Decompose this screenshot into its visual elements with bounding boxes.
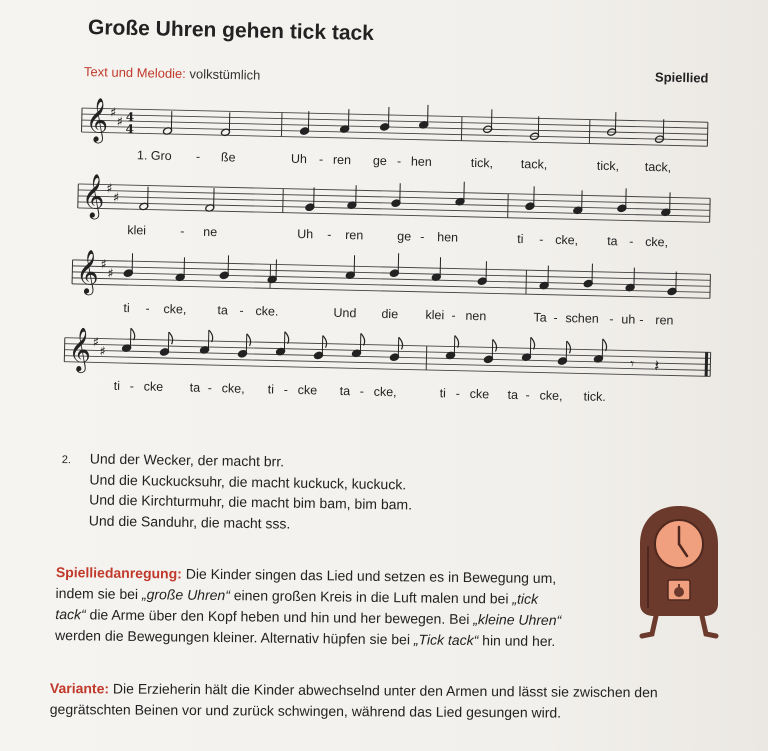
lyric-syllable: nen bbox=[465, 308, 487, 324]
lyric-syllable: ße bbox=[220, 150, 236, 165]
staff-line bbox=[82, 126, 708, 140]
verse-line: Und der Wecker, der macht brr. bbox=[89, 450, 285, 470]
final-bar-line bbox=[706, 352, 707, 376]
lyric-syllable: schen bbox=[565, 311, 599, 326]
pendulum-clock-illustration bbox=[634, 500, 724, 640]
lyric-syllable: cke bbox=[297, 383, 318, 398]
lyric-syllable: hen bbox=[410, 154, 432, 169]
lyric-syllable: ta bbox=[339, 383, 351, 399]
lyric-syllable: Ta bbox=[533, 310, 547, 325]
lyric-syllable: uh bbox=[621, 312, 636, 327]
credit-value: volkstümlich bbox=[189, 66, 261, 83]
verse-line: Und die Sanduhr, die macht sss. bbox=[88, 511, 291, 532]
lyric-syllable: ti bbox=[517, 231, 524, 247]
lyric-syllable: ren bbox=[655, 313, 674, 328]
bar-line bbox=[710, 198, 711, 222]
lyric-syllable: - bbox=[239, 303, 244, 318]
sharp-icon: ♯ bbox=[106, 181, 113, 197]
lyric-syllable: Uh bbox=[290, 151, 308, 167]
lyric-syllable: - bbox=[455, 386, 460, 401]
sharp-icon: ♯ bbox=[92, 335, 100, 351]
emphasis-text: „tick bbox=[512, 590, 539, 607]
lyric-syllable: ti bbox=[113, 378, 121, 393]
bar-line bbox=[710, 352, 711, 376]
lyric-syllable: ti bbox=[267, 382, 275, 397]
lyric-syllable: cke, bbox=[539, 388, 563, 404]
lyric-syllable: - bbox=[420, 229, 425, 244]
treble-clef-icon: 𝄞 bbox=[75, 248, 100, 294]
text-span: indem sie bei bbox=[55, 584, 143, 603]
lyric-syllable: Uh bbox=[297, 226, 314, 242]
lyric-syllable: ren bbox=[345, 228, 364, 243]
lyric-syllable: klei bbox=[425, 307, 445, 323]
staff-start-bar bbox=[78, 184, 79, 208]
bar-line bbox=[589, 120, 590, 144]
verse-2 bbox=[61, 448, 413, 536]
lyric-syllable: - bbox=[396, 154, 402, 169]
lyric-syllable: ti bbox=[439, 386, 447, 401]
treble-clef-icon: 𝄞 bbox=[68, 326, 92, 372]
variant-paragraph bbox=[50, 678, 750, 725]
time-signature: 4 bbox=[125, 110, 135, 125]
sharp-icon: ♯ bbox=[112, 190, 120, 206]
staff-line bbox=[64, 356, 710, 371]
lyric-syllable: - bbox=[145, 301, 150, 316]
sharp-icon: ♯ bbox=[99, 344, 106, 360]
lyric-syllable: cke bbox=[143, 379, 164, 394]
sharp-icon: ♯ bbox=[109, 105, 117, 121]
lyric-syllable: - bbox=[525, 388, 530, 403]
staff-start-bar bbox=[72, 260, 73, 284]
lyric-syllable: cke, bbox=[373, 384, 397, 400]
lyric-syllable: - bbox=[628, 234, 634, 249]
text-span: einen großen Kreis in die Luft malen und bei bbox=[229, 587, 513, 607]
staff-line bbox=[78, 181, 710, 198]
staff-line bbox=[72, 278, 710, 292]
bar-line bbox=[526, 270, 527, 294]
lyric-syllable: - bbox=[639, 312, 644, 327]
sharp-icon: ♯ bbox=[116, 114, 124, 130]
staff-line bbox=[72, 284, 710, 298]
lyric-syllable: - bbox=[539, 232, 544, 247]
lyric-syllable: - bbox=[283, 382, 289, 397]
emphasis-text: „Tick tack“ bbox=[413, 631, 479, 649]
bar-line bbox=[426, 346, 427, 370]
emphasis-text: „kleine Uhren“ bbox=[473, 611, 562, 629]
variant-heading: Variante: bbox=[49, 679, 110, 697]
text-span: werden die Bewegungen kleiner. Alternativ hüpfen sie bei bbox=[55, 626, 414, 648]
lyric-syllable: klei bbox=[127, 223, 147, 238]
lyric-syllable: ta bbox=[507, 387, 519, 403]
text-span: Die Kinder singen das Lied und setzen es in Bewegung um, bbox=[181, 565, 557, 587]
lyric-syllable: - bbox=[609, 312, 614, 327]
lyric-syllable: cke, bbox=[644, 234, 669, 250]
sharp-icon: ♯ bbox=[100, 257, 107, 273]
lyric-syllable: - bbox=[318, 152, 324, 167]
lyric-syllable: die bbox=[381, 306, 399, 322]
lyric-syllable: cke. bbox=[255, 304, 279, 319]
verse-line: Und die Kuckucksuhr, die macht kuckuck, kuckuck. bbox=[89, 470, 407, 492]
bar-line bbox=[710, 274, 711, 298]
paragraph-line: gegrätschten Beinen vor und zurück schwingen, während das Lied gesungen wird. bbox=[49, 700, 562, 721]
lyric-syllable: tack, bbox=[520, 157, 548, 172]
lyric-syllable: cke, bbox=[555, 232, 579, 248]
lyric-syllable: cke, bbox=[163, 301, 187, 317]
song-title: Große Uhren gehen tick tack bbox=[87, 16, 375, 45]
eighth-rest-icon: 𝄾 bbox=[630, 356, 635, 373]
lyric-syllable: tack, bbox=[644, 159, 672, 175]
time-signature: 4 bbox=[125, 122, 135, 137]
bar-line bbox=[508, 194, 509, 218]
lyric-syllable: ta bbox=[607, 233, 618, 249]
staff-line bbox=[82, 120, 708, 137]
staff-start-bar bbox=[82, 108, 83, 132]
lyric-syllable: ta bbox=[217, 303, 229, 318]
lyric-syllable: - bbox=[451, 308, 456, 323]
game-suggestion-paragraph bbox=[55, 562, 636, 653]
lyric-syllable: - bbox=[129, 379, 135, 394]
text-span: Die Erzieherin hält die Kinder abwechselnd unter den Armen und lässt sie zwischen den bbox=[109, 680, 658, 701]
lyric-syllable: hen bbox=[437, 230, 459, 245]
song-genre: Spiellied bbox=[654, 69, 709, 86]
text-span: hin und her. bbox=[478, 632, 556, 650]
bar-line bbox=[281, 113, 282, 137]
staff-line bbox=[82, 114, 708, 128]
quarter-rest-icon: 𝄽 bbox=[654, 356, 660, 376]
lyric-syllable: - bbox=[180, 224, 185, 239]
lyric-syllable: tick, bbox=[596, 158, 620, 174]
lyric-syllable: ge bbox=[372, 153, 387, 168]
lyric-syllable: 1. Gro bbox=[136, 148, 172, 164]
sharp-icon: ♯ bbox=[107, 266, 114, 282]
verse-number: 2. bbox=[61, 453, 72, 467]
treble-clef-icon: 𝄞 bbox=[85, 97, 109, 142]
game-suggestion-heading: Spielliedanregung: bbox=[55, 563, 182, 582]
credit-label: Text und Melodie: bbox=[83, 64, 187, 82]
staff-line bbox=[82, 105, 708, 125]
staff-line bbox=[78, 208, 710, 222]
bar-line bbox=[707, 122, 708, 146]
lyric-syllable: - bbox=[359, 384, 365, 399]
lyric-syllable: ti bbox=[123, 301, 130, 316]
emphasis-text: tack“ bbox=[55, 605, 86, 623]
lyric-syllable: - bbox=[207, 380, 213, 396]
lyric-syllable: - bbox=[553, 310, 558, 325]
verse-line: Und die Kirchturmuhr, die macht bim bam, bim bam. bbox=[89, 491, 413, 513]
lyric-syllable: ren bbox=[332, 152, 352, 168]
lyric-syllable: cke bbox=[469, 386, 490, 402]
lyric-syllable: - bbox=[195, 149, 201, 164]
lyric-syllable: tick, bbox=[470, 155, 494, 171]
bar-line bbox=[283, 189, 284, 213]
staff-start-bar bbox=[64, 338, 65, 362]
text-span: die Arme über den Kopf heben und hin und her bewegen. Bei bbox=[85, 606, 474, 628]
lyric-syllable: ne bbox=[203, 224, 218, 240]
treble-clef-icon: 𝄞 bbox=[81, 173, 106, 218]
lyric-syllable: cke, bbox=[221, 381, 245, 396]
lyric-syllable: ge bbox=[397, 229, 412, 244]
emphasis-text: „große Uhren“ bbox=[141, 586, 231, 604]
staff-line bbox=[64, 362, 710, 377]
lyric-syllable: - bbox=[327, 227, 332, 242]
bar-line bbox=[461, 117, 462, 141]
lyric-syllable: tick. bbox=[583, 389, 607, 405]
lyric-syllable: Und bbox=[333, 305, 357, 321]
lyric-syllable: ta bbox=[189, 380, 201, 395]
